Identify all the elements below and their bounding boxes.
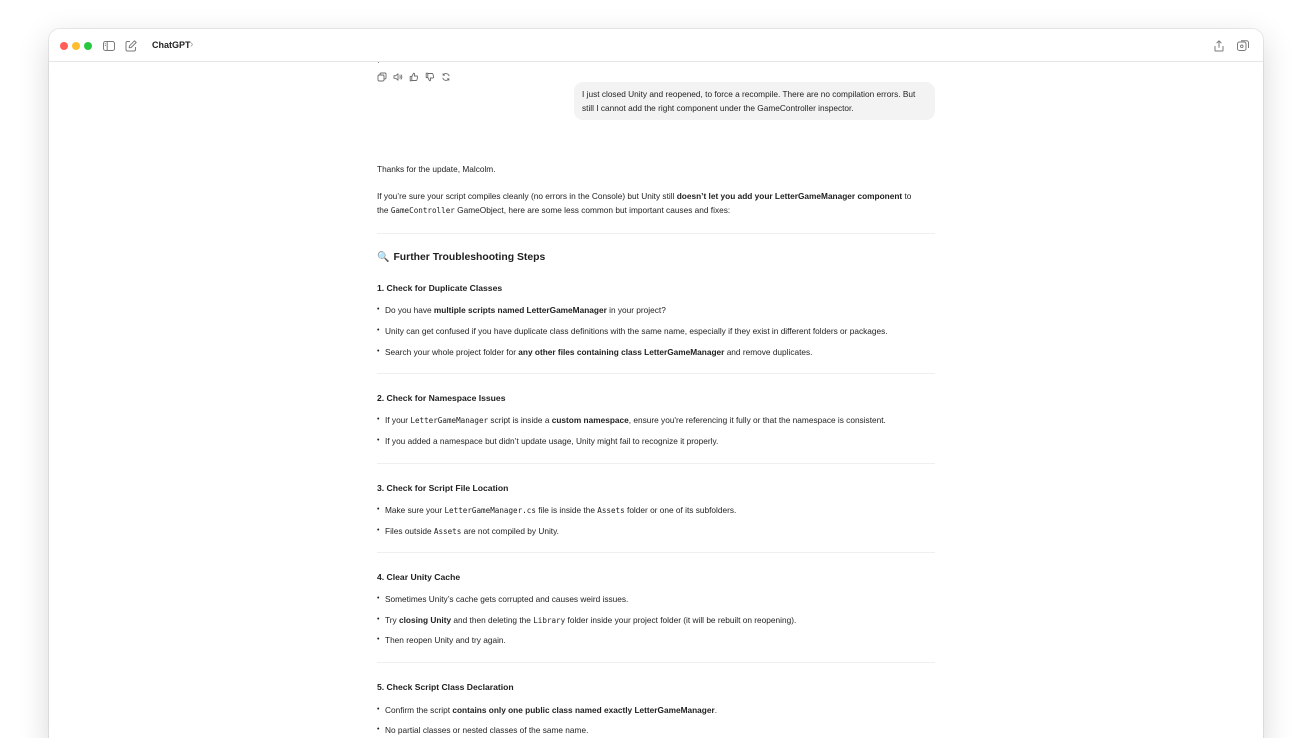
intro-text: to — [902, 191, 912, 201]
new-chat-icon[interactable] — [124, 39, 138, 53]
divider — [377, 233, 935, 234]
sidebar-toggle-icon[interactable] — [102, 39, 116, 53]
list-item: • Files outside Assets are not compiled by Unity. — [377, 525, 937, 538]
thumbs-up-icon[interactable] — [409, 72, 419, 82]
list-item: • No partial classes or nested classes of the same name. — [377, 724, 937, 736]
open-window-icon[interactable] — [1236, 39, 1250, 53]
user-message-line: still I cannot add the right component under the GameController inspector. — [582, 102, 854, 113]
scrolled-text-fragment: · — [377, 57, 380, 67]
reply-intro — [377, 190, 937, 217]
step-heading: 4. Clear Unity Cache — [377, 572, 461, 582]
divider — [377, 463, 935, 464]
speaker-icon[interactable] — [393, 72, 403, 82]
list-item: • Do you have multiple scripts named LetterGameManager in your project? — [377, 304, 937, 316]
inline-code: Assets — [433, 527, 462, 536]
section-heading-text: Further Troubleshooting Steps — [393, 252, 546, 263]
inline-code: LetterGameManager — [410, 416, 489, 425]
thumbs-down-icon[interactable] — [425, 72, 435, 82]
intro-text: If you’re sure your script compiles cleanly (no errors in the Console) but Unity still — [377, 191, 677, 201]
maximize-window-button[interactable] — [84, 42, 92, 50]
share-icon[interactable] — [1212, 39, 1226, 53]
list-item: • If your LetterGameManager script is inside a custom namespace, ensure you're referencing it fully or that the namespace is consistent. — [377, 414, 937, 427]
divider — [377, 662, 935, 663]
step-heading: 5. Check Script Class Declaration — [377, 682, 514, 692]
regenerate-icon[interactable] — [441, 72, 451, 82]
section-heading — [377, 252, 545, 263]
magnifier-icon: 🔍 — [377, 252, 390, 263]
minimize-window-button[interactable] — [72, 42, 80, 50]
intro-bold-text: doesn’t let you add your LetterGameManager component — [676, 191, 903, 201]
intro-text: the — [377, 204, 391, 215]
list-item: • Make sure your LetterGameManager.cs file is inside the Assets folder or one of its subfolders. — [377, 504, 937, 517]
chat-thread — [49, 57, 1263, 738]
app-window — [49, 29, 1263, 738]
user-message-bubble — [574, 82, 935, 120]
list-item: • Sometimes Unity’s cache gets corrupted and causes weird issues. — [377, 593, 937, 605]
list-item: • Search your whole project folder for any other files containing class LetterGameManager and remove duplicates. — [377, 346, 937, 358]
list-item: • Confirm the script contains only one public class named exactly LetterGameManager. — [377, 704, 937, 716]
list-item: • Try closing Unity and then deleting the Library folder inside your project folder (it will be rebuilt on reopening). — [377, 614, 937, 627]
list-item: • Unity can get confused if you have duplicate class definitions with the same name, especially if they exist in different folders or packages. — [377, 325, 937, 337]
list-item: • Then reopen Unity and try again. — [377, 634, 937, 646]
step-heading: 1. Check for Duplicate Classes — [377, 283, 503, 293]
list-item: • If you added a namespace but didn’t update usage, Unity might fail to recognize it properly. — [377, 435, 937, 447]
user-message-line: I just closed Unity and reopened, to force a recompile. There are no compilation errors. But — [582, 89, 916, 99]
inline-code: Assets — [597, 506, 625, 515]
copy-icon[interactable] — [377, 72, 387, 82]
divider — [377, 373, 935, 374]
inline-code: LetterGameManager.cs — [444, 506, 536, 515]
reply-greeting: Thanks for the update, Malcolm. — [377, 164, 496, 174]
step-heading: 2. Check for Namespace Issues — [377, 393, 506, 403]
app-title[interactable]: ChatGPT — [152, 40, 191, 50]
step-heading: 3. Check for Script File Location — [377, 483, 509, 493]
intro-text: GameObject, here are some less common but important causes and fixes: — [454, 204, 731, 215]
inline-code: Library — [533, 616, 566, 625]
divider — [377, 552, 935, 553]
chevron-right-icon[interactable]: › — [190, 39, 194, 50]
close-window-button[interactable] — [60, 42, 68, 50]
inline-code: GameController — [390, 205, 455, 215]
